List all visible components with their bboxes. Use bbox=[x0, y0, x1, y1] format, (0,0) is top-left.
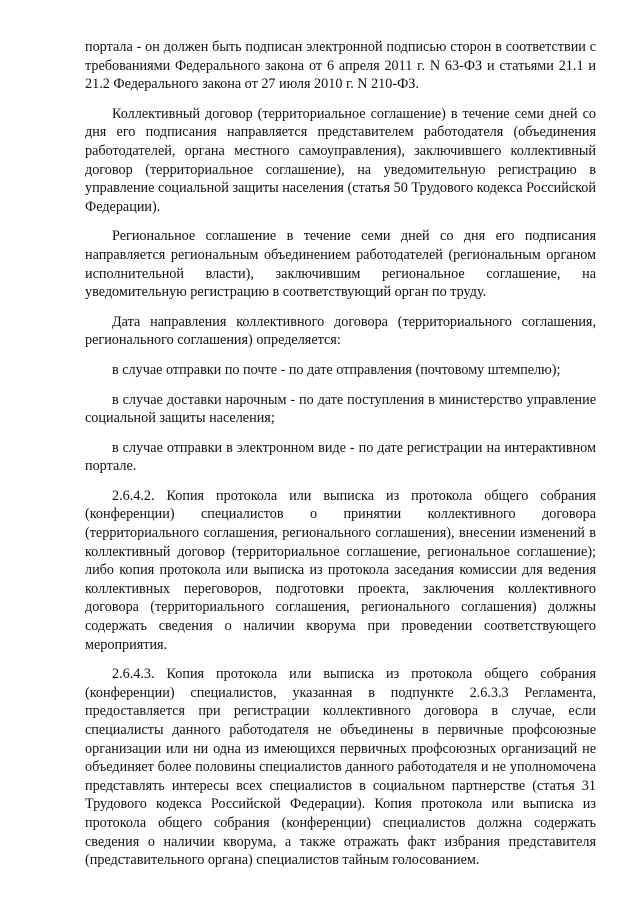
paragraph-by-courier: в случае доставки нарочным - по дате поступления в министерство управление социальной защиты населения; bbox=[85, 391, 596, 427]
paragraph-portal-signature: портала - он должен быть подписан электронной подписью сторон в соответствии с требованиями Федерального закона от 6 апреля 2011 г. N 63-ФЗ и статьями 21.1 и 21.2 Федерального закона от 27 июля 2010 г. N 210-ФЗ. bbox=[85, 39, 596, 93]
paragraph-regional-agreement: Региональное соглашение в течение семи дней со дня его подписания направляется региональным объединением работодателей (региональным органом исполнительной власти), заключившим региональное соглашение, на уведомительную регистрацию в соответствующий орган по труду. bbox=[85, 228, 596, 301]
paragraph-2-6-4-3: 2.6.4.3. Копия протокола или выписка из протокола общего собрания (конференции) специалистов, указанная в подпункте 2.6.3.3 Регламента, предоставляется при регистрации коллективного договора в случае, если специалисты данного работодателя не объединены в первичные профсоюзные организации или ни одна из имеющихся первичных профсоюзных организаций не объединяет более половины специалистов данного работодателя и не уполномочена представлять интересы всех специалистов в социальном партнерстве (статья 31 Трудового кодекса Российской Федерации). Копия протокола или выписка из протокола общего собрания (конференции) специалистов должна содержать сведения о наличии кворума, а также отражать факт избрания представителя (представительного органа) специалистов тайным голосованием. bbox=[85, 666, 596, 869]
paragraph-2-6-4-2: 2.6.4.2. Копия протокола или выписка из протокола общего собрания (конференции) специалистов о принятии коллективного договора (территориального соглашения, регионального соглашения), внесении изменений в коллективный договор (территориальное соглашение, региональное соглашение); либо копия протокола или выписка из протокола заседания комиссии для ведения коллективных переговоров, подготовки проекта, заключения коллективного договора (территориального соглашения, регионального соглашения) должны содержать сведения о наличии кворума при проведении соответствующего мероприятия. bbox=[85, 487, 596, 653]
document-page bbox=[85, 38, 596, 881]
paragraph-collective-agreement-registration: Коллективный договор (территориальное соглашение) в течение семи дней со дня его подписания направляется представителем работодателя (объединения работодателей, органа местного самоуправления), заключившего коллективный договор (территориальное соглашение), на уведомительную регистрацию в управление социальной защиты населения (статья 50 Трудового кодекса Российской Федерации). bbox=[85, 105, 596, 215]
paragraph-electronic: в случае отправки в электронном виде - по дате регистрации на интерактивном портале. bbox=[85, 439, 596, 475]
paragraph-by-mail: в случае отправки по почте - по дате отправления (почтовому штемпелю); bbox=[112, 361, 561, 378]
paragraph-sending-date: Дата направления коллективного договора (территориального соглашения, регионального соглашения) определяется: bbox=[85, 313, 596, 349]
